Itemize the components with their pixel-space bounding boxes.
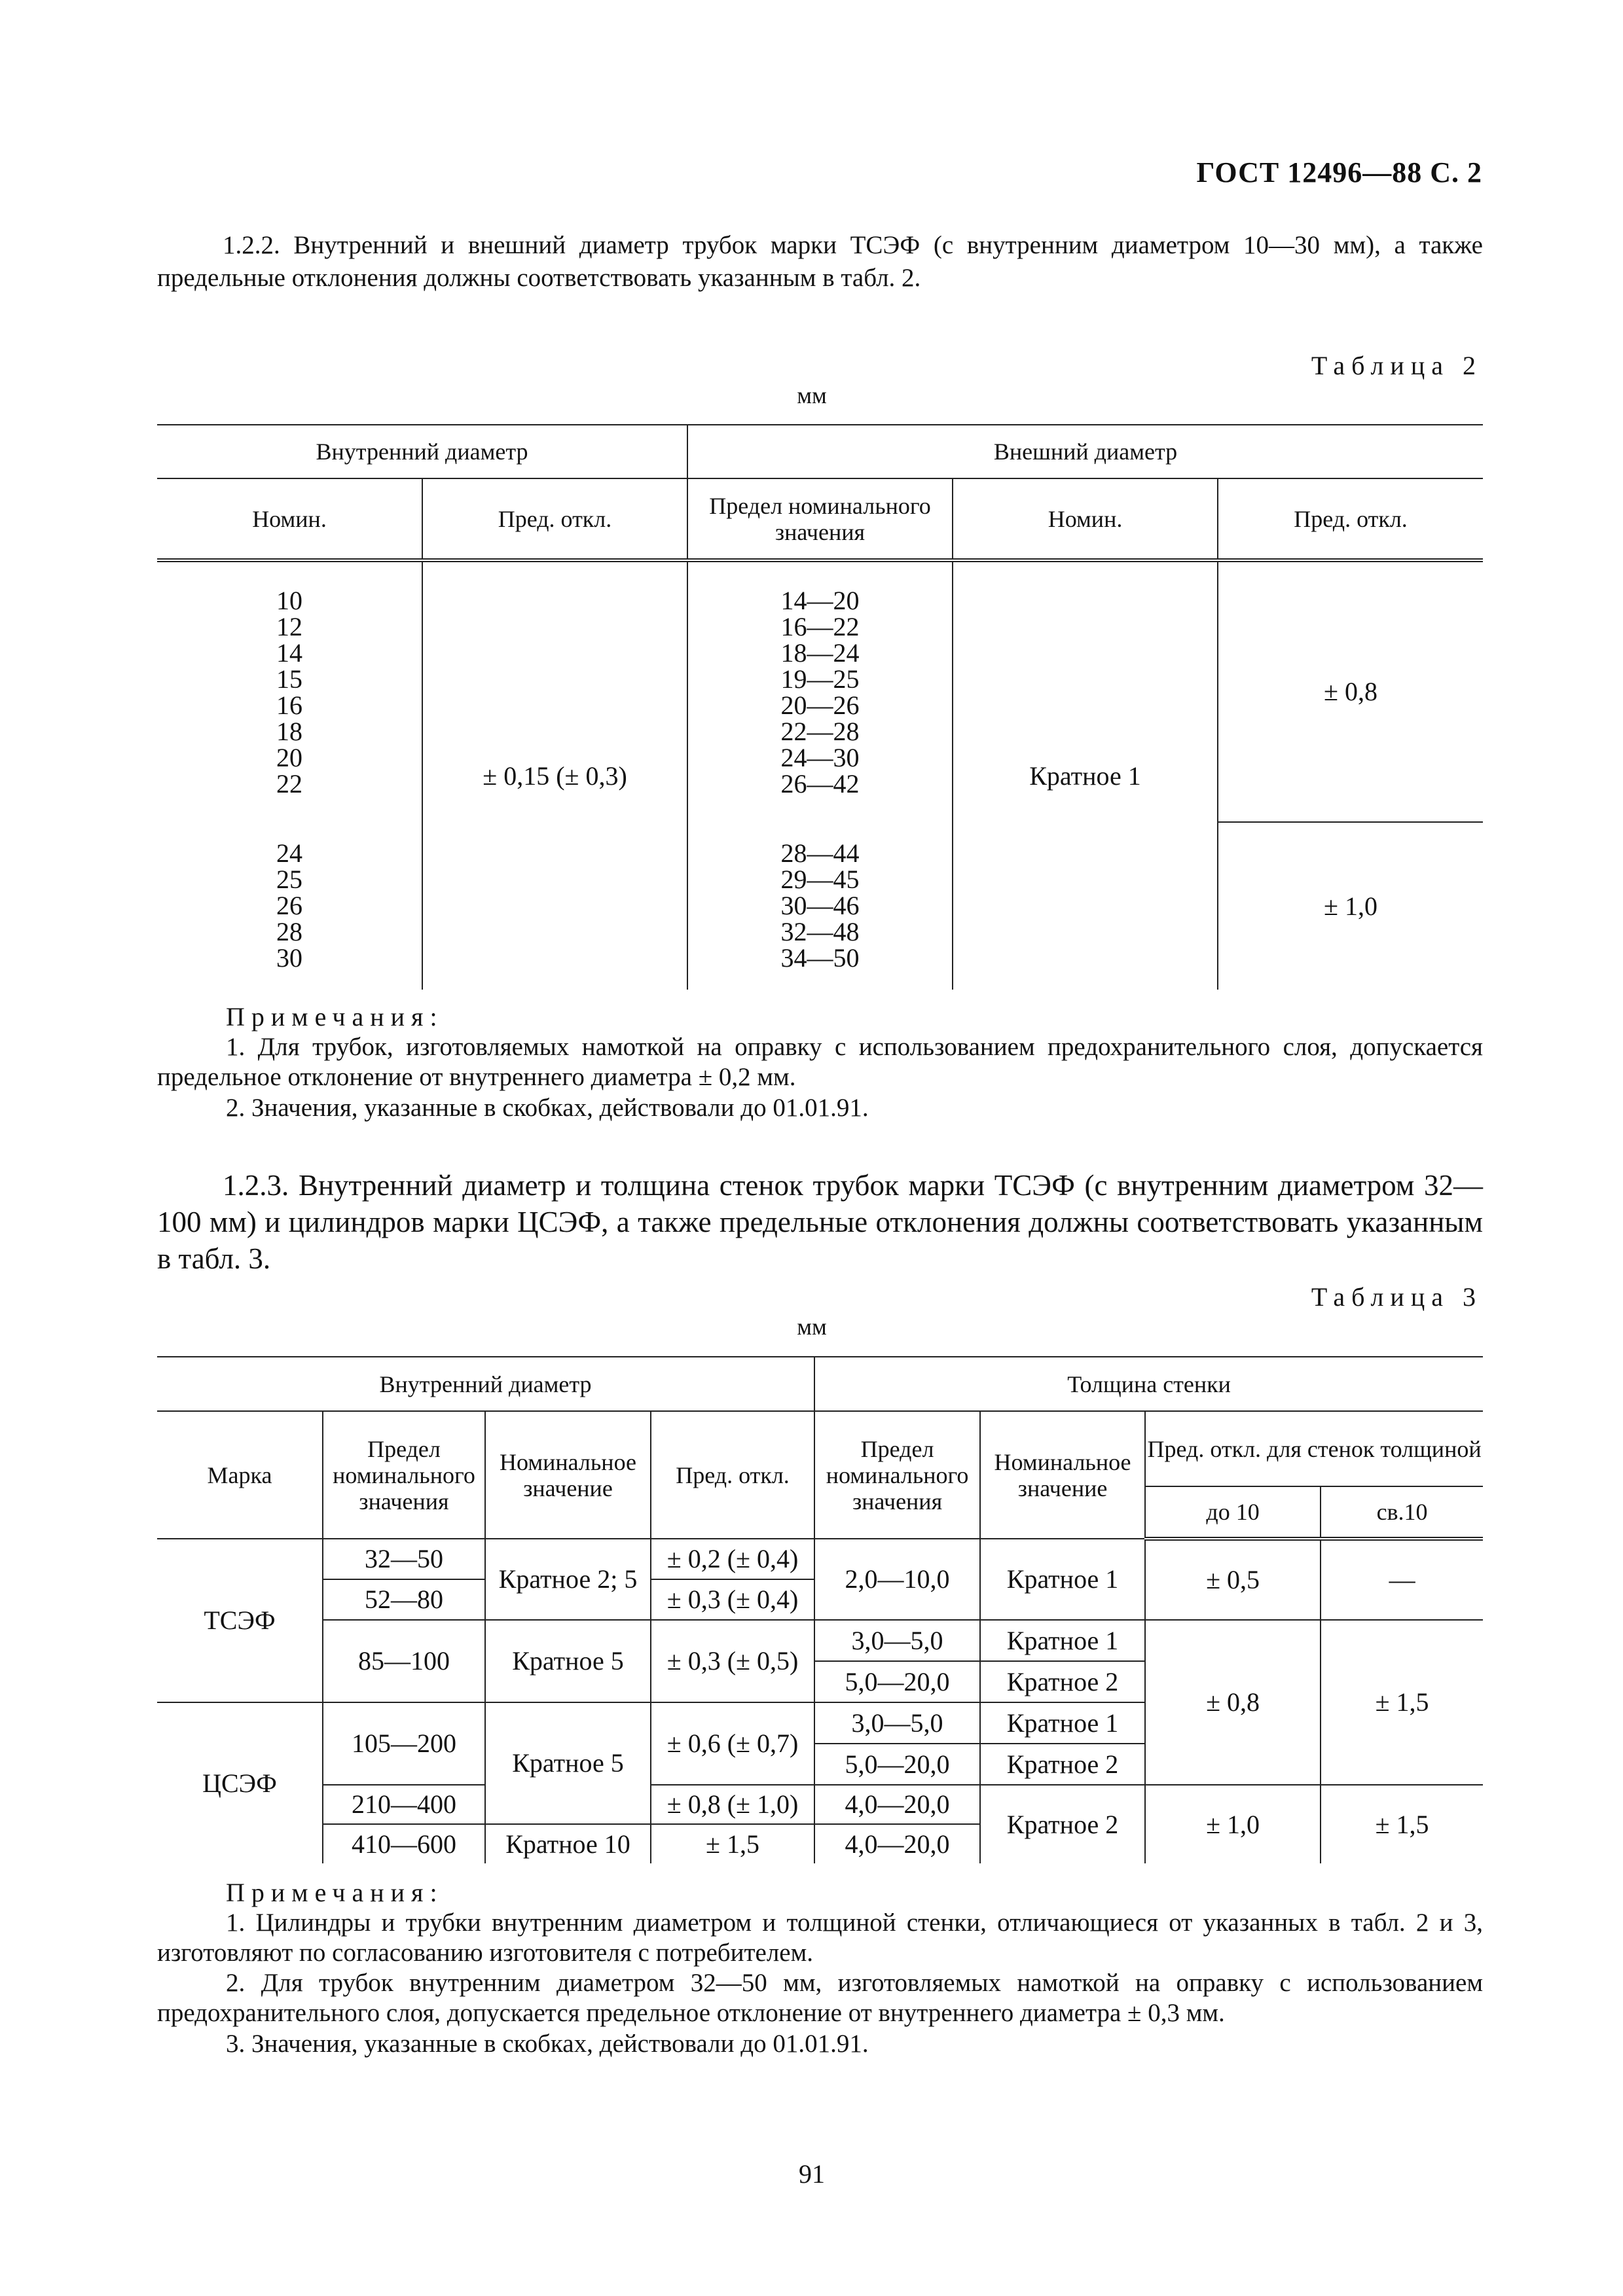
- table3-r3b-wall-range: 5,0—20,0: [845, 1667, 950, 1696]
- table3-r4-wall-range-cell: [814, 1702, 980, 1785]
- table-cell: 24: [276, 838, 302, 868]
- table-cell: 12: [276, 611, 302, 641]
- section-1-2-3-text: 1.2.3. Внутренний диаметр и толщина стенок трубок марки ТСЭФ (с внутренним диаметром 32—100 мм) и цилиндров марки ЦСЭФ, а также предельные отклонения должны соответствовать указанным в табл. 3.: [157, 1169, 1483, 1275]
- table-cell: 10: [276, 585, 302, 615]
- table3-notes-title: Примечания:: [226, 1878, 444, 1907]
- table3-marka-tsef: ТСЭФ: [157, 1539, 323, 1702]
- table3-title: Таблица 3: [1311, 1282, 1482, 1312]
- table-cell: 20—26: [780, 690, 860, 720]
- table-cell: 32—48: [780, 917, 860, 946]
- table2-title: Таблица 2: [1311, 351, 1482, 380]
- table3-note-3: 3. Значения, указанные в скобках, действовали до 01.01.91.: [226, 2030, 869, 2058]
- table-cell: 20: [276, 742, 302, 772]
- table3-r4-range: 105—200: [323, 1702, 485, 1785]
- table2-outer-nomin: Кратное 1: [953, 560, 1218, 990]
- table3-r3-wall-nominal-cell: [980, 1620, 1145, 1702]
- table3-r12-wall-range: 2,0—10,0: [814, 1539, 980, 1620]
- table2-group-outer: Внешний диаметр: [687, 425, 1483, 478]
- table3-r34-sv10: ± 1,5: [1321, 1620, 1483, 1785]
- table2-outer-tolerance-a: ± 0,8: [1218, 560, 1483, 822]
- standard-reference: ГОСТ 12496—88 С. 2: [1196, 156, 1482, 188]
- table-2: [157, 424, 1483, 990]
- table3-r4-tol: ± 0,6 (± 0,7): [651, 1702, 814, 1785]
- table3-note-2: 2. Для трубок внутренним диаметром 32—50 мм, изготовляемых намоткой на оправку с использованием предохранительного слоя, допускается предельное отклонение от внутреннего диаметра ± 0,3 мм.: [157, 1969, 1483, 2027]
- table2-col-range: Предел номинального значения: [687, 478, 953, 560]
- table2-col-pred-otkl-outer: Пред. откл.: [1218, 478, 1483, 560]
- table2-col-nomin-outer: Номин.: [953, 478, 1218, 560]
- table3-col-pred-otkl: Пред. откл.: [651, 1411, 814, 1539]
- table3-r3-wall-range-cell: [814, 1620, 980, 1702]
- table3-r12-nominal: Кратное 2; 5: [485, 1539, 651, 1620]
- table3-r56-do10: ± 1,0: [1145, 1785, 1321, 1863]
- table3-r3-range: 85—100: [323, 1620, 485, 1702]
- table3-col-wall-range: Предел номинального значения: [814, 1411, 980, 1539]
- table2-outer-ranges-group-b: [687, 822, 953, 990]
- table-cell: 15: [276, 664, 302, 694]
- table3-r3-tol: ± 0,3 (± 0,5): [651, 1620, 814, 1702]
- table-cell: 26: [276, 891, 302, 920]
- table3-r5-tol: ± 0,8 (± 1,0): [651, 1785, 814, 1824]
- table2-inner-tolerance: ± 0,15 (± 0,3): [422, 560, 687, 990]
- table-cell: 14: [276, 637, 302, 668]
- table3-col-wall-tolerance: Пред. откл. для стенок толщиной: [1145, 1411, 1483, 1486]
- table3-r56-wall-nominal: Кратное 2: [980, 1785, 1145, 1863]
- table3-r3-nominal: Кратное 5: [485, 1620, 651, 1702]
- table-cell: 34—50: [780, 943, 860, 973]
- table3-r34-do10: ± 0,8: [1145, 1620, 1321, 1785]
- table3-r3a-wall-nominal: Кратное 1: [981, 1621, 1144, 1662]
- table-cell: 25: [276, 865, 302, 894]
- table3-r6-wall-range: 4,0—20,0: [814, 1824, 980, 1863]
- table-cell: 28: [276, 917, 302, 946]
- table3-units: мм: [797, 1314, 827, 1340]
- table3-r2-tol: ± 0,3 (± 0,4): [651, 1579, 814, 1620]
- table3-r4b-wall-nominal: Кратное 2: [1006, 1749, 1119, 1779]
- table-cell: 16—22: [780, 611, 860, 641]
- table3-r3b-wall-nominal: Кратное 2: [1006, 1667, 1119, 1696]
- table-cell: 19—25: [780, 664, 860, 694]
- table3-r2-range: 52—80: [323, 1579, 485, 1620]
- table-cell: 28—44: [780, 838, 860, 868]
- table3-r6-tol: ± 1,5: [651, 1824, 814, 1863]
- table2-group-inner: Внутренний диаметр: [157, 425, 687, 478]
- table3-r3a-wall-range: 3,0—5,0: [815, 1621, 979, 1662]
- table3-group-inner: Внутренний диаметр: [157, 1357, 814, 1411]
- table3-r12-wall-nominal: Кратное 1: [980, 1539, 1145, 1620]
- table3-r6-range: 410—600: [323, 1824, 485, 1863]
- table2-outer-tolerance-b: ± 1,0: [1218, 822, 1483, 990]
- table3-col-sv10: св.10: [1321, 1486, 1483, 1539]
- table3-r4a-wall-range: 3,0—5,0: [815, 1703, 979, 1744]
- table3-group-wall: Толщина стенки: [814, 1357, 1483, 1411]
- table3-r4b-wall-range: 5,0—20,0: [845, 1749, 950, 1779]
- table2-outer-ranges-group-a: [687, 560, 953, 822]
- page-number: 91: [799, 2159, 825, 2189]
- table3-marka-csef: ЦСЭФ: [157, 1702, 323, 1863]
- table3-r6-nominal: Кратное 10: [485, 1824, 651, 1863]
- table3-r12-do10: ± 0,5: [1145, 1539, 1321, 1620]
- table2-note-1: 1. Для трубок, изготовляемых намоткой на оправку с использованием предохранительного слоя, допускается предельное отклонение от внутреннего диаметра ± 0,2 мм.: [157, 1033, 1483, 1091]
- table3-r12-sv10: —: [1321, 1539, 1483, 1620]
- section-1-2-2-text: 1.2.2. Внутренний и внешний диаметр трубок марки ТСЭФ (с внутренним диаметром 10—30 мм), а также предельные отклонения должны соответствовать указанным в табл. 2.: [157, 231, 1483, 292]
- table3-r45-nominal: Кратное 5: [485, 1702, 651, 1824]
- table-cell: 30—46: [780, 891, 860, 920]
- table-cell: 26—42: [780, 768, 860, 798]
- table2-units: мм: [797, 382, 827, 408]
- table2-notes-title: Примечания:: [226, 1002, 444, 1031]
- table2-inner-values-group-a: [157, 560, 422, 822]
- table3-col-nominal: Номинальное значение: [485, 1411, 651, 1539]
- table3-r1-range: 32—50: [323, 1539, 485, 1579]
- table-cell: 22—28: [780, 716, 860, 746]
- table-cell: 29—45: [780, 865, 860, 894]
- table-cell: 16: [276, 690, 302, 720]
- table3-note-1: 1. Цилиндры и трубки внутренним диаметром и толщиной стенки, отличающиеся от указанных в табл. 2 и 3, изготовляют по согласованию изготовителя с потребителем.: [157, 1909, 1483, 1967]
- table3-r5-wall-range: 4,0—20,0: [814, 1785, 980, 1824]
- table-cell: 18: [276, 716, 302, 746]
- table-cell: 30: [276, 943, 302, 973]
- table3-r5-range: 210—400: [323, 1785, 485, 1824]
- table-cell: 18—24: [780, 637, 860, 668]
- table3-r1-tol: ± 0,2 (± 0,4): [651, 1539, 814, 1579]
- table-3: [157, 1356, 1483, 1863]
- table2-col-pred-otkl: Пред. откл.: [422, 478, 687, 560]
- table3-col-wall-nominal: Номинальное значение: [980, 1411, 1145, 1539]
- table2-note-2: 2. Значения, указанные в скобках, действовали до 01.01.91.: [226, 1094, 869, 1122]
- table3-r56-sv10: ± 1,5: [1321, 1785, 1483, 1863]
- table2-col-nomin: Номин.: [157, 478, 422, 560]
- table3-col-do10: до 10: [1145, 1486, 1321, 1539]
- table3-col-range: Предел номинального значения: [323, 1411, 485, 1539]
- table-cell: 22: [276, 768, 302, 798]
- table2-inner-values-group-b: [157, 822, 422, 990]
- table-cell: 24—30: [780, 742, 860, 772]
- table-cell: 14—20: [780, 585, 860, 615]
- table3-r4-wall-nominal-cell: [980, 1702, 1145, 1785]
- table3-col-marka: Марка: [157, 1411, 323, 1539]
- table3-r4a-wall-nominal: Кратное 1: [981, 1703, 1144, 1744]
